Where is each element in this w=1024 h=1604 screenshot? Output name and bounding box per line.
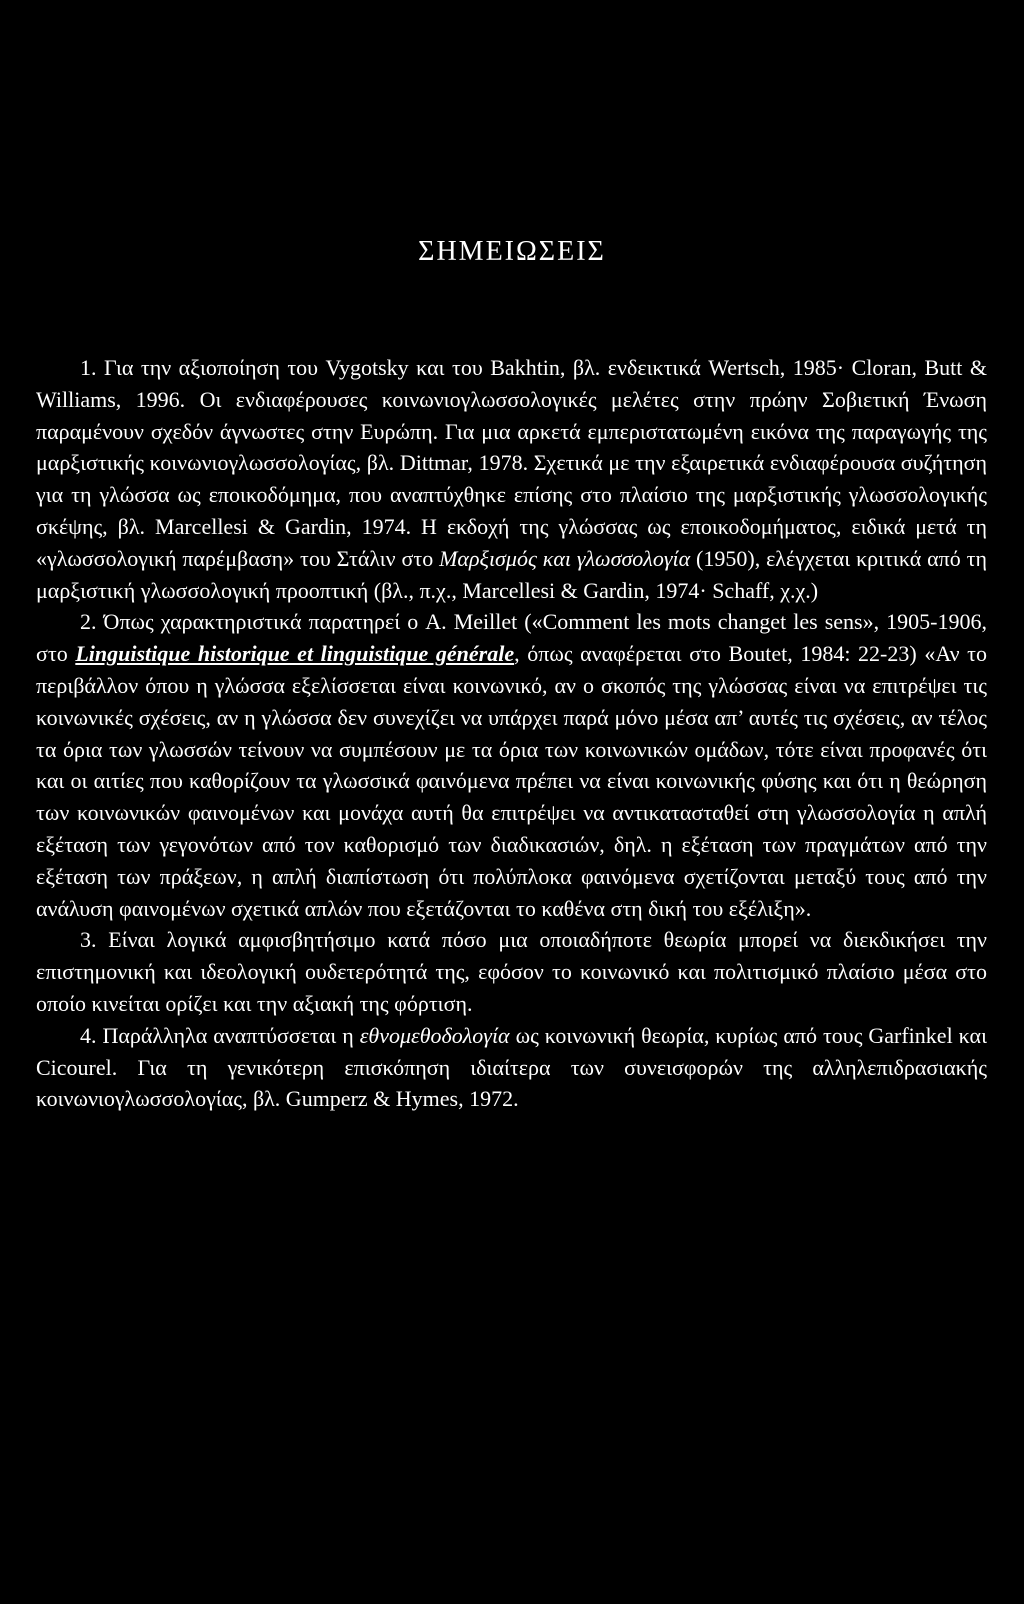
note-4-text-2: ως κοινωνική θεωρία, κυρίως από τους Garfinkel και Cicourel. Για τη γενικότερη επισκόπηση ιδιαίτερα των συνεισφορών της αλληλεπιδρασιακής κοινωνιογλωσσολογίας, βλ. Gumperz & Hymes, 1972. (36, 1022, 987, 1112)
note-1 (36, 352, 987, 606)
note-1-text-2: (1950), ελέγχεται κριτικά από τη μαρξιστική γλωσσολογική προοπτική (βλ., π.χ., Marcellesi & Gardin, 1974· Schaff, χ.χ.) (36, 545, 987, 603)
note-1-text-1: 1. Για την αξιοποίηση του Vygotsky και του Bakhtin, βλ. ενδεικτικά Wertsch, 1985· Cloran, Butt & Williams, 1996. Οι ενδιαφέρουσες κοινωνιογλωσσολογικές μελέτες στην πρώην Σοβιετική Ένωση παραμένουν σχεδόν άγνωστες στην Ευρώπη. Για μια αρκετά εμπεριστατωμένη εικόνα της παραγωγής της μαρξιστικής κοινωνιογλωσσολογίας, βλ. Dittmar, 1978. Σχετικά με την εξαιρετικά ενδιαφέρουσα συζήτηση για τη γλώσσα ως εποικοδόμημα, που αναπτύχθηκε επίσης στο πλαίσιο της μαρξιστικής γλωσσολογικής σκέψης, βλ. Marcellesi & Gardin, 1974. Η εκδοχή της γλώσσας ως εποικοδομήματος, ειδικά μετά τη «γλωσσολογική παρέμβαση» του Στάλιν στο (36, 355, 987, 571)
notes-section (36, 352, 987, 1115)
note-4-text-1: 4. Παράλληλα αναπτύσσεται η (80, 1022, 360, 1048)
note-2-text-2: , όπως αναφέρεται στο Boutet, 1984: 22-23) «Αν το περιβάλλον όπου η γλώσσα εξελίσσεται είναι κοινωνικό, αν ο σκοπός της γλώσσας είναι να επιτρέψει τις κοινωνικές σχέσεις, αν η γλώσσα δεν συνεχίζει να υπάρχει παρά μόνο μέσα απ’ αυτές τις σχέσεις, αν τέλος τα όρια των γλωσσών τείνουν να συμπέσουν με τα όρια των κοινωνικών ομάδων, τότε είναι προφανές ότι και οι αιτίες που καθορίζουν τα γλωσσικά φαινόμενα πρέπει να είναι κοινωνικής φύσης και ότι η θεώρηση των κοινωνικών φαινομένων και μονάχα αυτή θα επιτρέψει να αντικατασταθεί στη γλωσσολογία η απλή εξέταση των γεγονότων από τον καθορισμό των διαδικασιών, δηλ. η εξέταση των πραγμάτων από την εξέταση των πράξεων, η απλή διαπίστωση ότι πολύπλοκα φαινόμενα σχετίζονται μεταξύ τους από την ανάλυση φαινομένων σχετικά απλών που εξετάζονται το καθένα στη δική του εξέλιξη». (36, 641, 987, 921)
note-1-book-title: Μαρξισμός και γλωσσολογία (439, 545, 691, 571)
note-4 (36, 1020, 987, 1115)
note-2-text-1: 2. Όπως χαρακτηριστικά παρατηρεί ο A. Meillet («Comment les mots changet les sens», 1905-1906, στο (36, 609, 987, 667)
note-2 (36, 606, 987, 924)
note-3 (36, 924, 987, 1019)
note-2-book-title: Linguistique historique et linguistique générale (75, 641, 515, 667)
note-4-term: εθνομεθοδολογία (359, 1022, 510, 1048)
page-title: ΣΗΜΕΙΩΣΕΙΣ (418, 236, 606, 267)
note-3-text: 3. Είναι λογικά αμφισβητήσιμο κατά πόσο μια οποιαδήποτε θεωρία μπορεί να διεκδικήσει την επιστημονική και ιδεολογική ουδετερότητά της, εφόσον το κοινωνικό και πολιτισμικό πλαίσιο μέσα στο οποίο κινείται ορίζει και την αξιακή της φόρτιση. (36, 927, 987, 1016)
